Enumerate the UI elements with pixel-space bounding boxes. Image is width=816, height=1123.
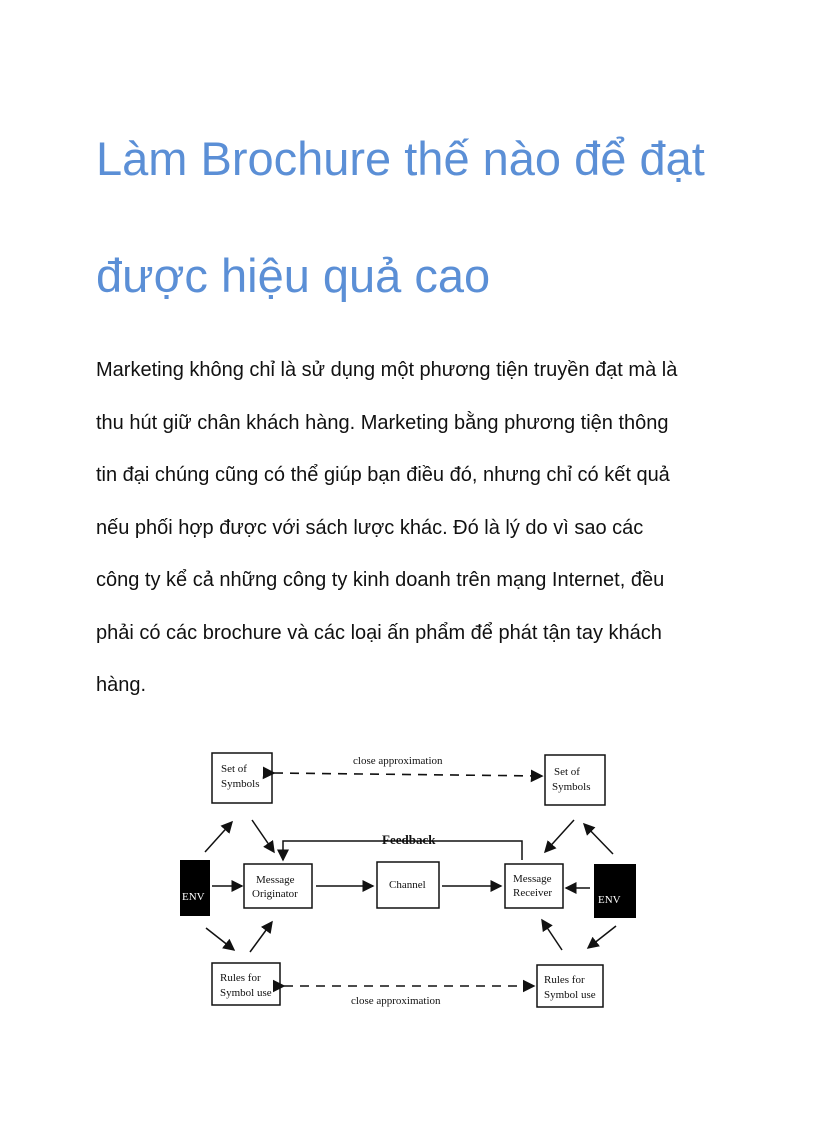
title-line-2: được hiệu quả cao: [96, 249, 491, 302]
paragraph-line: phải có các brochure và các loại ấn phẩm để phát tận tay khách: [96, 621, 662, 644]
rules-for-symbol-use-right-box: [537, 965, 603, 1007]
rules-for-symbol-use-left-box: [212, 963, 280, 1005]
page-title: [96, 100, 776, 334]
rules-to-receiver-right-arrow: [542, 920, 562, 950]
close-approximation-top-arrow: [274, 773, 542, 776]
rules-to-originator-left-arrow: [250, 922, 272, 952]
message-receiver-line2: Receiver: [513, 887, 553, 899]
symbols-to-receiver-right-arrow: [545, 820, 574, 852]
env-right-box: [594, 864, 636, 918]
close-approximation-bottom-label: close approximation: [351, 995, 441, 1007]
env-left-label: ENV: [182, 891, 205, 903]
set-of-symbols-left-box: [212, 753, 272, 803]
env-right-label: ENV: [598, 894, 621, 906]
paragraph-line: tin đại chúng cũng có thể giúp bạn điều đó, nhưng chỉ có kết quả: [96, 464, 670, 486]
env-to-rules-left-arrow: [206, 928, 234, 950]
channel-box: [377, 862, 439, 908]
body-paragraph: [96, 344, 736, 712]
set-of-symbols-left-line1: Set of: [221, 763, 247, 775]
paragraph-line: nếu phối hợp được với sách lược khác. Đó là lý do vì sao các: [96, 516, 644, 539]
symbols-to-originator-left-arrow: [252, 820, 274, 852]
close-approximation-top-label: close approximation: [353, 755, 443, 767]
rules-left-line2: Symbol use: [220, 987, 272, 999]
channel-label: Channel: [389, 879, 426, 891]
message-receiver-box: [505, 864, 563, 908]
title-line-1: Làm Brochure thế nào để đạt: [96, 132, 705, 185]
message-originator-line2: Originator: [252, 888, 298, 900]
feedback-label: Feedback: [382, 832, 436, 847]
env-to-symbols-right-arrow: [584, 824, 613, 854]
paragraph-line: công ty kể cả những công ty kinh doanh trên mạng Internet, đều: [96, 569, 665, 591]
paragraph-line: Marketing không chỉ là sử dụng một phương tiện truyền đạt mà là: [96, 359, 678, 381]
communication-model-diagram: [170, 740, 650, 1030]
set-of-symbols-right-line2: Symbols: [552, 781, 591, 793]
paragraph-line: thu hút giữ chân khách hàng. Marketing bằng phương tiện thông: [96, 411, 669, 434]
set-of-symbols-right-line1: Set of: [554, 766, 580, 778]
rules-left-line1: Rules for: [220, 972, 261, 984]
env-to-symbols-left-arrow: [205, 822, 232, 852]
set-of-symbols-left-line2: Symbols: [221, 778, 260, 790]
rules-right-line2: Symbol use: [544, 989, 596, 1001]
message-originator-box: [244, 864, 312, 908]
env-to-rules-right-arrow: [588, 926, 616, 948]
message-originator-line1: Message: [256, 874, 295, 886]
set-of-symbols-right-box: [545, 755, 605, 805]
paragraph-line: hàng.: [96, 674, 147, 696]
rules-right-line1: Rules for: [544, 974, 585, 986]
env-left-box: [180, 860, 210, 916]
message-receiver-line1: Message: [513, 873, 552, 885]
